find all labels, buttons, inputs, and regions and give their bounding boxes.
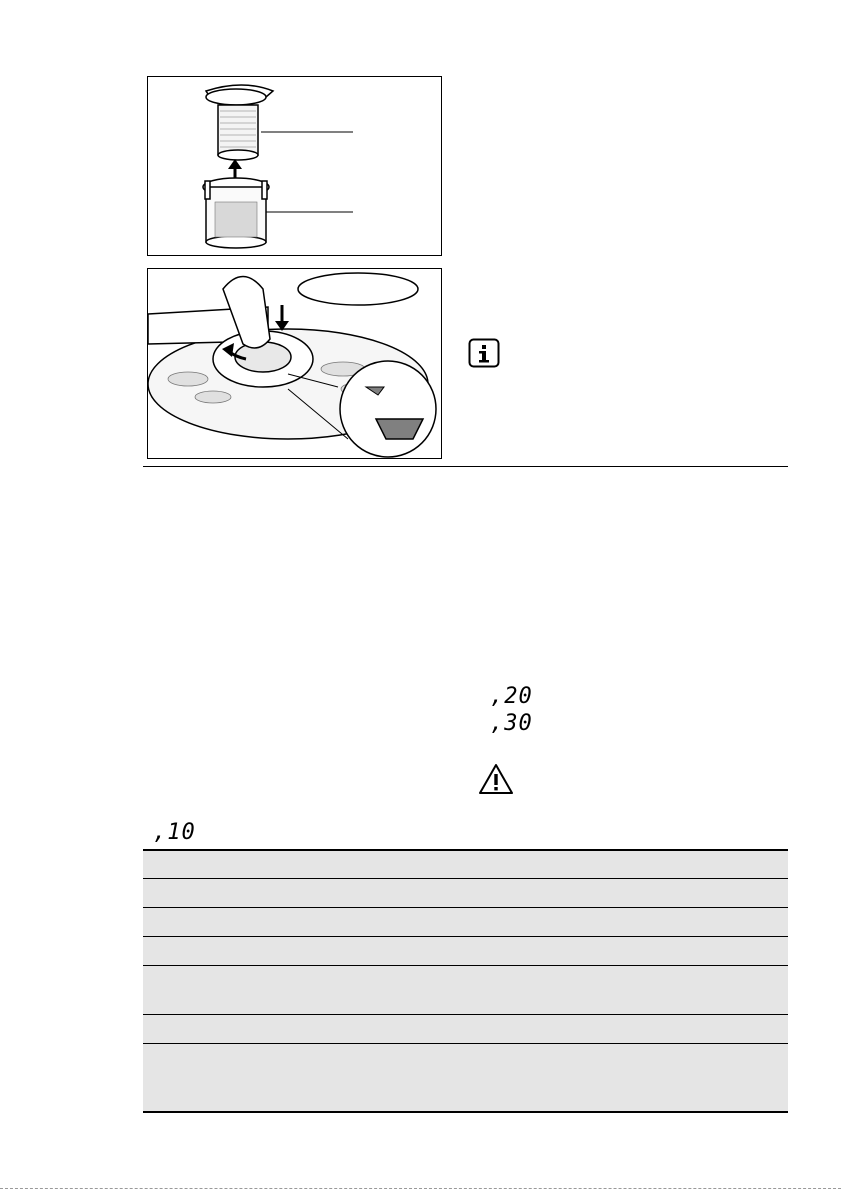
display-code-30: ,30 bbox=[490, 711, 533, 736]
filter-installation-figure bbox=[147, 268, 442, 459]
section-divider bbox=[143, 466, 788, 467]
table-row bbox=[143, 908, 788, 936]
table-row bbox=[143, 879, 788, 907]
display-code-20: ,20 bbox=[490, 684, 533, 709]
table-row bbox=[143, 1015, 788, 1043]
filter-assembly-illustration bbox=[148, 77, 441, 255]
page-edge bbox=[0, 1188, 841, 1189]
table-bottom-border bbox=[143, 1111, 788, 1113]
table-row bbox=[143, 966, 788, 1014]
filter-assembly-figure bbox=[147, 76, 442, 256]
table-row bbox=[143, 1044, 788, 1111]
filter-installation-illustration bbox=[148, 269, 441, 458]
warning-icon bbox=[478, 763, 514, 800]
table-row bbox=[143, 851, 788, 878]
info-icon bbox=[468, 338, 500, 373]
display-code-10: ,10 bbox=[153, 820, 196, 845]
table-row bbox=[143, 937, 788, 965]
